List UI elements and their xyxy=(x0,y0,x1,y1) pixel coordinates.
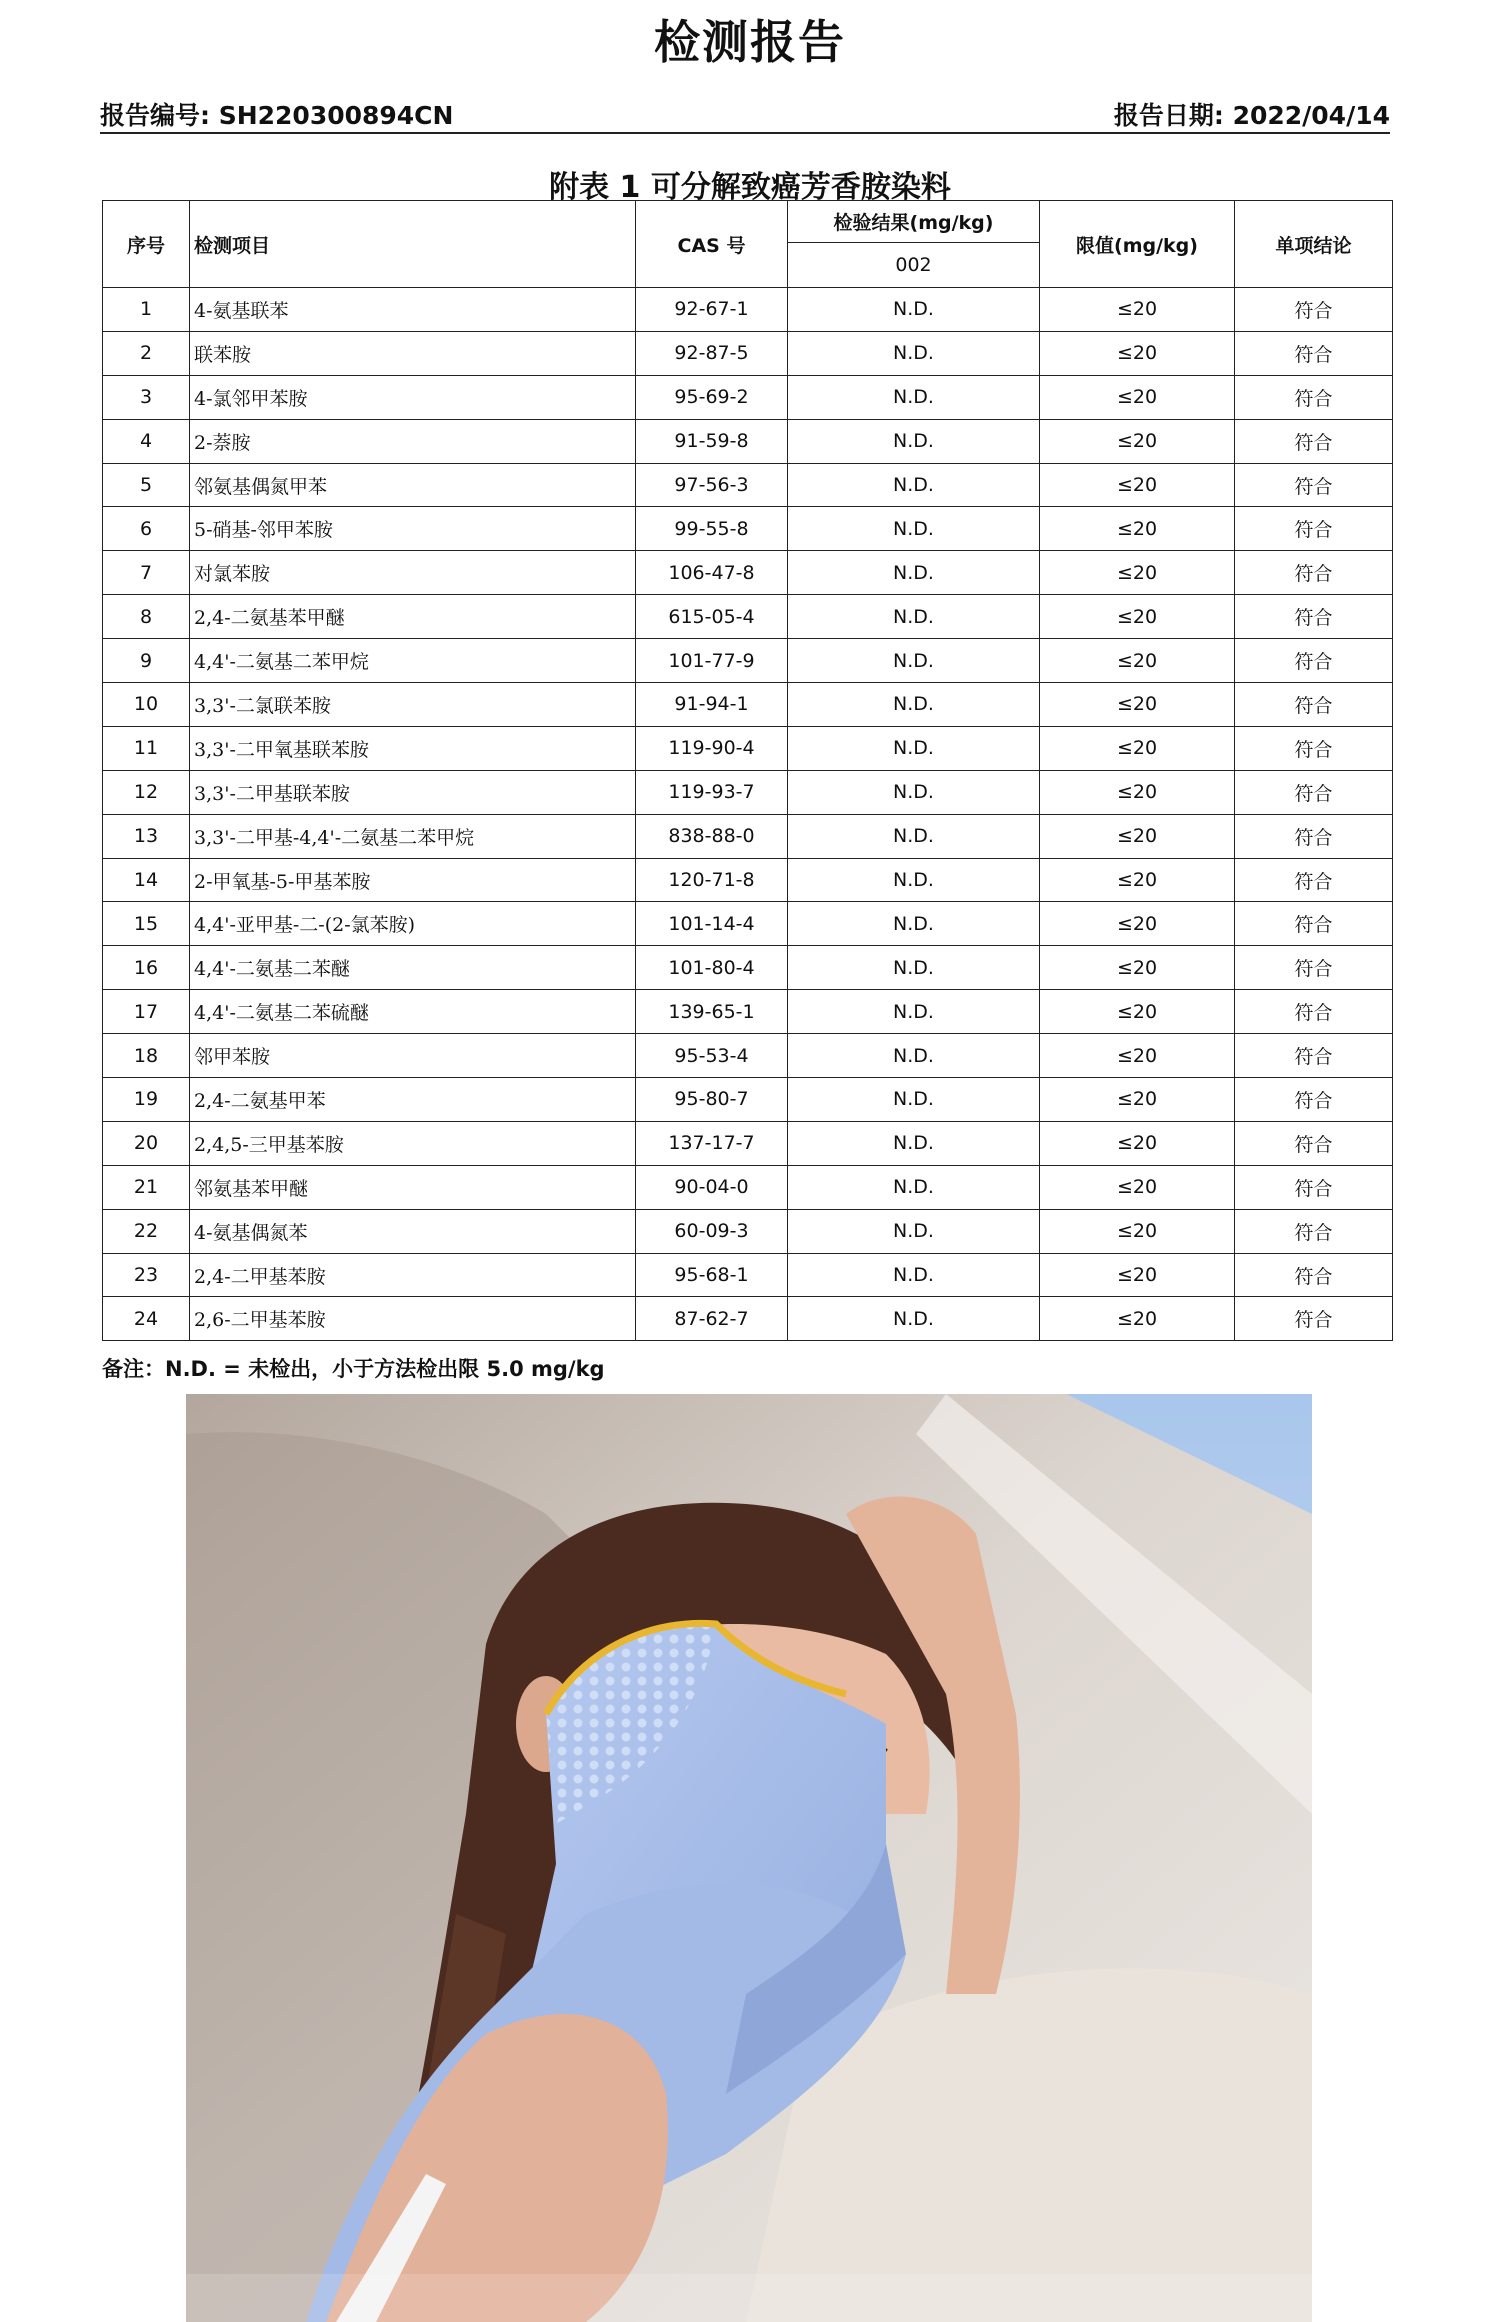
cell-seq: 10 xyxy=(103,683,190,727)
cell-seq: 15 xyxy=(103,902,190,946)
cell-result: N.D. xyxy=(788,1253,1040,1297)
cell-limit: ≤20 xyxy=(1040,770,1235,814)
cell-seq: 21 xyxy=(103,1165,190,1209)
cell-result: N.D. xyxy=(788,375,1040,419)
cell-cas: 95-53-4 xyxy=(636,1034,788,1078)
cell-item: 2,6-二甲基苯胺 xyxy=(190,1297,636,1341)
cell-conclusion: 符合 xyxy=(1235,990,1393,1034)
cell-result: N.D. xyxy=(788,683,1040,727)
table-row xyxy=(103,1253,1393,1297)
cell-limit: ≤20 xyxy=(1040,288,1235,332)
table-row xyxy=(103,375,1393,419)
cell-cas: 60-09-3 xyxy=(636,1209,788,1253)
cell-limit: ≤20 xyxy=(1040,1034,1235,1078)
cell-result: N.D. xyxy=(788,595,1040,639)
cell-seq: 5 xyxy=(103,463,190,507)
product-photo xyxy=(186,1394,1312,2322)
cell-result: N.D. xyxy=(788,726,1040,770)
table-row xyxy=(103,1209,1393,1253)
cell-conclusion: 符合 xyxy=(1235,1078,1393,1122)
table-row xyxy=(103,1165,1393,1209)
cell-result: N.D. xyxy=(788,1034,1040,1078)
cell-seq: 8 xyxy=(103,595,190,639)
cell-limit: ≤20 xyxy=(1040,463,1235,507)
header-item: 检测项目 xyxy=(190,201,636,288)
cell-conclusion: 符合 xyxy=(1235,902,1393,946)
cell-conclusion: 符合 xyxy=(1235,1297,1393,1341)
cell-cas: 91-94-1 xyxy=(636,683,788,727)
cell-seq: 24 xyxy=(103,1297,190,1341)
cell-result: N.D. xyxy=(788,1209,1040,1253)
cell-limit: ≤20 xyxy=(1040,1165,1235,1209)
cell-cas: 101-80-4 xyxy=(636,946,788,990)
cell-cas: 90-04-0 xyxy=(636,1165,788,1209)
table-caption: 附表 1 可分解致癌芳香胺染料 xyxy=(549,170,951,205)
cell-cas: 97-56-3 xyxy=(636,463,788,507)
cell-seq: 17 xyxy=(103,990,190,1034)
cell-limit: ≤20 xyxy=(1040,419,1235,463)
cell-result: N.D. xyxy=(788,1165,1040,1209)
cell-result: N.D. xyxy=(788,1078,1040,1122)
cell-conclusion: 符合 xyxy=(1235,331,1393,375)
cell-limit: ≤20 xyxy=(1040,551,1235,595)
cell-item: 4,4'-二氨基二苯硫醚 xyxy=(190,990,636,1034)
cell-result: N.D. xyxy=(788,1297,1040,1341)
cell-item: 4-氯邻甲苯胺 xyxy=(190,375,636,419)
table-row xyxy=(103,858,1393,902)
test-results-table xyxy=(102,200,1393,1341)
cell-result: N.D. xyxy=(788,946,1040,990)
cell-seq: 4 xyxy=(103,419,190,463)
table-row xyxy=(103,683,1393,727)
report-number: 报告编号: SH220300894CN xyxy=(100,101,454,130)
cell-result: N.D. xyxy=(788,770,1040,814)
cell-conclusion: 符合 xyxy=(1235,1209,1393,1253)
cell-conclusion: 符合 xyxy=(1235,1165,1393,1209)
cell-result: N.D. xyxy=(788,331,1040,375)
cell-result: N.D. xyxy=(788,551,1040,595)
header-conclusion: 单项结论 xyxy=(1235,201,1393,288)
table-row xyxy=(103,595,1393,639)
cell-cas: 95-69-2 xyxy=(636,375,788,419)
table-row xyxy=(103,814,1393,858)
table-row xyxy=(103,288,1393,332)
cell-seq: 7 xyxy=(103,551,190,595)
header-limit: 限值(mg/kg) xyxy=(1040,201,1235,288)
cell-seq: 19 xyxy=(103,1078,190,1122)
cell-limit: ≤20 xyxy=(1040,814,1235,858)
cell-cas: 92-87-5 xyxy=(636,331,788,375)
table-body xyxy=(103,288,1393,1341)
table-row xyxy=(103,331,1393,375)
cell-cas: 615-05-4 xyxy=(636,595,788,639)
table-row xyxy=(103,726,1393,770)
table-row xyxy=(103,463,1393,507)
cell-result: N.D. xyxy=(788,814,1040,858)
cell-item: 2,4,5-三甲基苯胺 xyxy=(190,1121,636,1165)
cell-cas: 119-93-7 xyxy=(636,770,788,814)
cell-result: N.D. xyxy=(788,858,1040,902)
cell-result: N.D. xyxy=(788,507,1040,551)
cell-conclusion: 符合 xyxy=(1235,683,1393,727)
cell-conclusion: 符合 xyxy=(1235,419,1393,463)
cell-seq: 18 xyxy=(103,1034,190,1078)
cell-item: 3,3'-二甲基-4,4'-二氨基二苯甲烷 xyxy=(190,814,636,858)
cell-conclusion: 符合 xyxy=(1235,770,1393,814)
cell-limit: ≤20 xyxy=(1040,1078,1235,1122)
cell-item: 3,3'-二甲基联苯胺 xyxy=(190,770,636,814)
cell-conclusion: 符合 xyxy=(1235,814,1393,858)
cell-conclusion: 符合 xyxy=(1235,507,1393,551)
cell-limit: ≤20 xyxy=(1040,726,1235,770)
cell-limit: ≤20 xyxy=(1040,1253,1235,1297)
cell-item: 4,4'-二氨基二苯甲烷 xyxy=(190,639,636,683)
table-row xyxy=(103,1121,1393,1165)
cell-item: 3,3'-二甲氧基联苯胺 xyxy=(190,726,636,770)
cell-seq: 9 xyxy=(103,639,190,683)
cell-limit: ≤20 xyxy=(1040,595,1235,639)
cell-cas: 99-55-8 xyxy=(636,507,788,551)
cell-seq: 22 xyxy=(103,1209,190,1253)
cell-conclusion: 符合 xyxy=(1235,463,1393,507)
cell-item: 2,4-二氨基甲苯 xyxy=(190,1078,636,1122)
table-row xyxy=(103,902,1393,946)
cell-cas: 95-80-7 xyxy=(636,1078,788,1122)
report-meta xyxy=(100,96,1390,132)
cell-result: N.D. xyxy=(788,1121,1040,1165)
cell-cas: 87-62-7 xyxy=(636,1297,788,1341)
cell-conclusion: 符合 xyxy=(1235,946,1393,990)
cell-result: N.D. xyxy=(788,902,1040,946)
cell-item: 4-氨基联苯 xyxy=(190,288,636,332)
cell-limit: ≤20 xyxy=(1040,375,1235,419)
cell-limit: ≤20 xyxy=(1040,331,1235,375)
remark-note: 备注：N.D. = 未检出，小于方法检出限 5.0 mg/kg xyxy=(102,1357,605,1381)
cell-cas: 101-77-9 xyxy=(636,639,788,683)
cell-conclusion: 符合 xyxy=(1235,1121,1393,1165)
cell-item: 邻氨基偶氮甲苯 xyxy=(190,463,636,507)
cell-cas: 95-68-1 xyxy=(636,1253,788,1297)
cell-limit: ≤20 xyxy=(1040,683,1235,727)
table-row xyxy=(103,1078,1393,1122)
cell-item: 3,3'-二氯联苯胺 xyxy=(190,683,636,727)
cell-conclusion: 符合 xyxy=(1235,595,1393,639)
cell-seq: 23 xyxy=(103,1253,190,1297)
cell-cas: 101-14-4 xyxy=(636,902,788,946)
cell-conclusion: 符合 xyxy=(1235,639,1393,683)
cell-limit: ≤20 xyxy=(1040,1209,1235,1253)
cell-conclusion: 符合 xyxy=(1235,858,1393,902)
cell-limit: ≤20 xyxy=(1040,946,1235,990)
cell-cas: 139-65-1 xyxy=(636,990,788,1034)
cell-seq: 14 xyxy=(103,858,190,902)
cell-seq: 12 xyxy=(103,770,190,814)
bottom-shade xyxy=(186,2274,1312,2322)
cell-item: 2,4-二甲基苯胺 xyxy=(190,1253,636,1297)
cell-cas: 120-71-8 xyxy=(636,858,788,902)
cell-seq: 16 xyxy=(103,946,190,990)
cell-item: 对氯苯胺 xyxy=(190,551,636,595)
report-title: 检测报告 xyxy=(654,15,846,69)
table-row xyxy=(103,419,1393,463)
cell-item: 5-硝基-邻甲苯胺 xyxy=(190,507,636,551)
cell-item: 邻甲苯胺 xyxy=(190,1034,636,1078)
cell-item: 2-甲氧基-5-甲基苯胺 xyxy=(190,858,636,902)
cell-item: 4,4'-亚甲基-二-(2-氯苯胺) xyxy=(190,902,636,946)
cell-limit: ≤20 xyxy=(1040,507,1235,551)
cell-conclusion: 符合 xyxy=(1235,1253,1393,1297)
cell-limit: ≤20 xyxy=(1040,990,1235,1034)
header-seq: 序号 xyxy=(103,201,190,288)
header-divider xyxy=(100,132,1390,134)
header-sample: 002 xyxy=(788,243,1040,288)
cell-limit: ≤20 xyxy=(1040,1121,1235,1165)
table-row xyxy=(103,551,1393,595)
cell-seq: 13 xyxy=(103,814,190,858)
cell-conclusion: 符合 xyxy=(1235,375,1393,419)
table-row xyxy=(103,1034,1393,1078)
table-row xyxy=(103,1297,1393,1341)
cell-cas: 91-59-8 xyxy=(636,419,788,463)
table-row xyxy=(103,770,1393,814)
table-row xyxy=(103,507,1393,551)
header-result: 检验结果(mg/kg) xyxy=(788,201,1040,243)
table-row xyxy=(103,639,1393,683)
cell-item: 2,4-二氨基苯甲醚 xyxy=(190,595,636,639)
cell-cas: 137-17-7 xyxy=(636,1121,788,1165)
cell-cas: 106-47-8 xyxy=(636,551,788,595)
cell-seq: 11 xyxy=(103,726,190,770)
cell-conclusion: 符合 xyxy=(1235,288,1393,332)
cell-result: N.D. xyxy=(788,288,1040,332)
cell-result: N.D. xyxy=(788,990,1040,1034)
cell-conclusion: 符合 xyxy=(1235,1034,1393,1078)
cell-result: N.D. xyxy=(788,463,1040,507)
cell-limit: ≤20 xyxy=(1040,1297,1235,1341)
table-row xyxy=(103,946,1393,990)
cell-item: 邻氨基苯甲醚 xyxy=(190,1165,636,1209)
report-date: 报告日期: 2022/04/14 xyxy=(1113,101,1390,130)
cell-limit: ≤20 xyxy=(1040,902,1235,946)
header-cas: CAS 号 xyxy=(636,201,788,288)
cell-cas: 92-67-1 xyxy=(636,288,788,332)
cell-seq: 6 xyxy=(103,507,190,551)
cell-limit: ≤20 xyxy=(1040,858,1235,902)
cell-seq: 3 xyxy=(103,375,190,419)
cell-seq: 1 xyxy=(103,288,190,332)
cell-result: N.D. xyxy=(788,639,1040,683)
cell-result: N.D. xyxy=(788,419,1040,463)
cell-conclusion: 符合 xyxy=(1235,551,1393,595)
table-row xyxy=(103,990,1393,1034)
cell-item: 4-氨基偶氮苯 xyxy=(190,1209,636,1253)
cell-seq: 20 xyxy=(103,1121,190,1165)
cell-cas: 119-90-4 xyxy=(636,726,788,770)
cell-conclusion: 符合 xyxy=(1235,726,1393,770)
cell-item: 4,4'-二氨基二苯醚 xyxy=(190,946,636,990)
cell-limit: ≤20 xyxy=(1040,639,1235,683)
cell-seq: 2 xyxy=(103,331,190,375)
cell-item: 联苯胺 xyxy=(190,331,636,375)
cell-item: 2-萘胺 xyxy=(190,419,636,463)
cell-cas: 838-88-0 xyxy=(636,814,788,858)
